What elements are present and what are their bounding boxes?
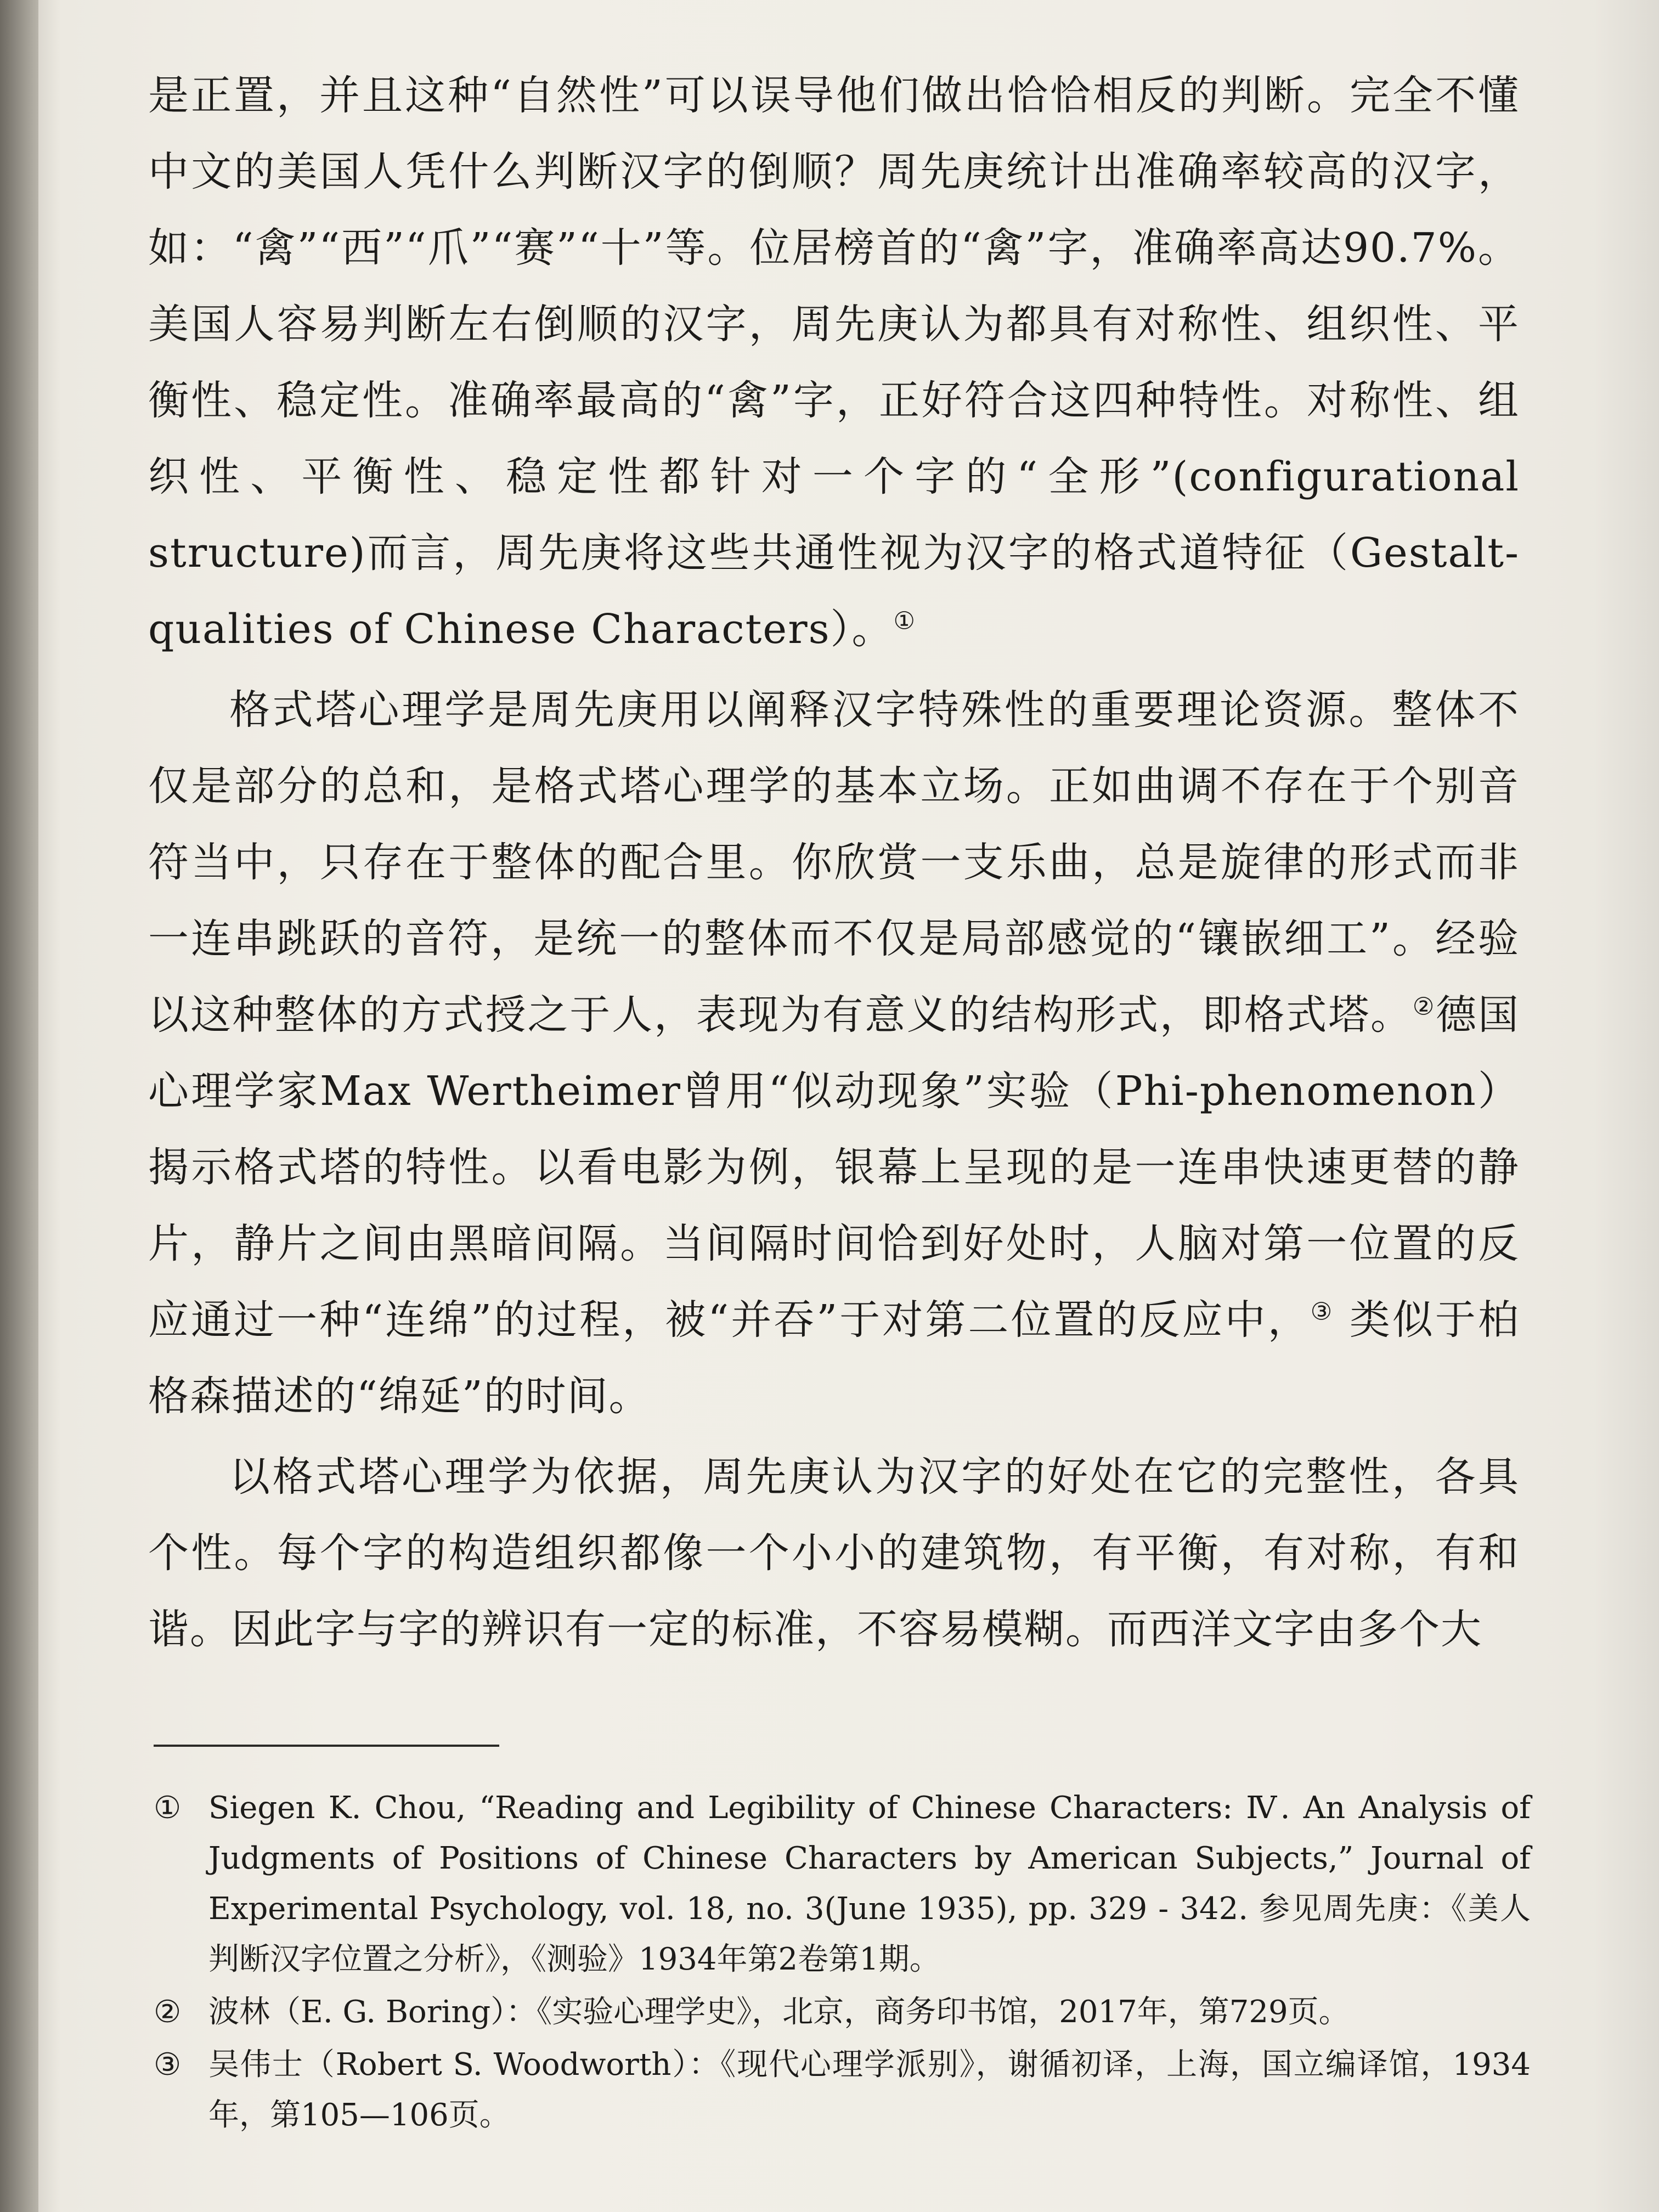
- paragraph: [148, 58, 1520, 668]
- paragraph: [148, 1439, 1520, 1668]
- footnote-reference[interactable]: ③: [1310, 1297, 1335, 1326]
- paragraph-text: 德国心理学家Max Wertheimer曾用“似动现象”实验（Phi-phenomenon）揭示格式塔的特性。以看电影为例，银幕上呈现的是一连串快速更替的静片，静片之间由黑暗间隔。当间隔时间恰到好处时，人脑对第一位置的反应通过一种“连绵”的过程，被“并吞”于对第二位置的反应中，: [148, 991, 1520, 1344]
- page-gutter: [0, 0, 38, 2212]
- paragraph-text: 以格式塔心理学为依据，周先庚认为汉字的好处在它的完整性，各具个性。每个字的构造组织都像一个小小的建筑物，有平衡，有对称，有和谐。因此字与字的辨识有一定的标准，不容易模糊。而西洋文字由多个大: [148, 1453, 1520, 1653]
- footnote-marker: ②: [154, 1994, 182, 2030]
- footnote-marker: ①: [154, 1790, 182, 1826]
- paragraph-text: 是正置，并且这种“自然性”可以误导他们做出恰恰相反的判断。完全不懂中文的美国人凭什么判断汉字的倒顺？周先庚统计出准确率较高的汉字，如：“禽”“西”“爪”“赛”“十”等。位居榜首的“禽”字，准确率高达90.7%。美国人容易判断左右倒顺的汉字，周先庚认为都具有对称性、组织性、平衡性、稳定性。准确率最高的“禽”字，正好符合这四种特性。对称性、组织性、平衡性、稳定性都针对一个字的“全形”(configurational structure)而言，周先庚将这些共通性视为汉字的格式道特征（Gestalt-qualities of Chinese Characters）。: [148, 72, 1520, 653]
- body-text: [148, 58, 1520, 1668]
- footnote-marker: ③: [154, 2047, 182, 2083]
- footnotes: [154, 1783, 1531, 2141]
- footnote-divider: [154, 1745, 499, 1747]
- footnote-text: Siegen K. Chou, “Reading and Legibility of Chinese Characters: Ⅳ. An Analysis of Judgments of Positions of Chinese Characters by American Subjects,” Journal of Experimental Psychology, vol. 18, no. 3(June 1935), pp. 329 - 342. 参见周先庚：《美人判断汉字位置之分析》，《测验》1934年第2卷第1期。: [208, 1790, 1531, 1977]
- footnote: [154, 2040, 1531, 2141]
- footnote: [154, 1987, 1531, 2038]
- page-shadow: [1593, 0, 1659, 2212]
- footnote-text: 波林（E. G. Boring）：《实验心理学史》，北京，商务印书馆，2017年，第729页。: [208, 1994, 1350, 2030]
- footnote-reference[interactable]: ①: [893, 607, 916, 635]
- footnote-reference[interactable]: ②: [1412, 992, 1436, 1021]
- footnote: [154, 1783, 1531, 1985]
- paragraph-text: 类似于柏格森描述的“绵延”的时间。: [148, 1296, 1520, 1420]
- paragraph-text: 格式塔心理学是周先庚用以阐释汉字特殊性的重要理论资源。整体不仅是部分的总和，是格式塔心理学的基本立场。正如曲调不存在于个别音符当中，只存在于整体的配合里。你欣赏一支乐曲，总是旋律的形式而非一连串跳跃的音符，是统一的整体而不仅是局部感觉的“镶嵌细工”。经验以这种整体的方式授之于人，表现为有意义的结构形式，即格式塔。: [148, 686, 1520, 1039]
- footnote-text: 吴伟士（Robert S. Woodworth）：《现代心理学派别》，谢循初译，上海，国立编译馆，1934年，第105—106页。: [208, 2047, 1531, 2133]
- paragraph: [148, 672, 1520, 1435]
